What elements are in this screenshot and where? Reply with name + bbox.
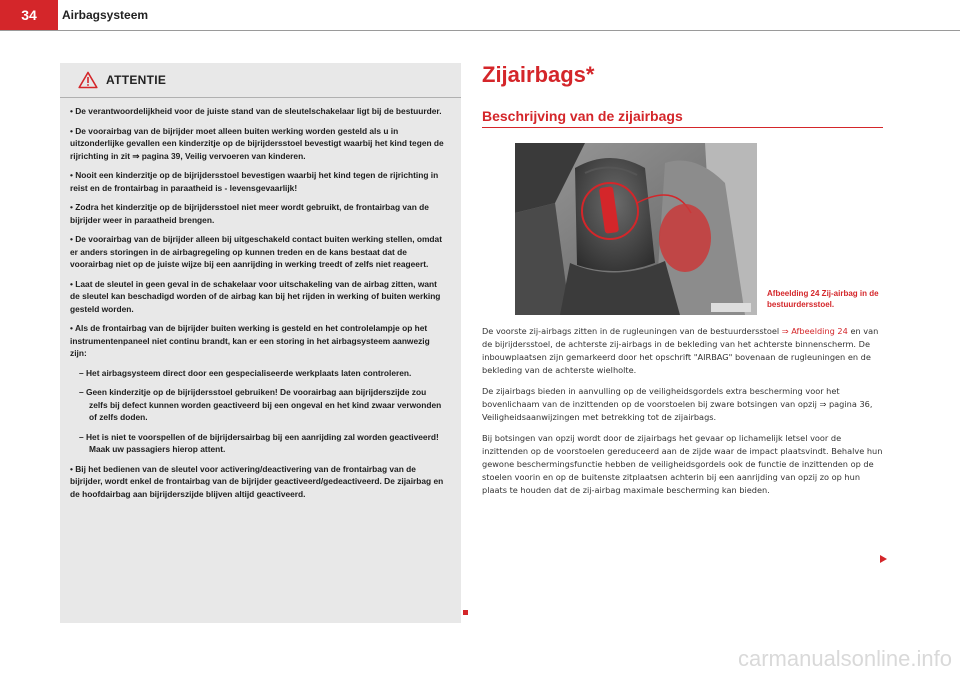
warning-text [60, 98, 461, 500]
warning-subitem: – Geen kinderzitje op de bijrijdersstoel gebruiken! De voorairbag aan bijrijderszijde zou zelfs bij defect kunnen worden geactiveerd bij een ongeval en het kind zwaar verwonden of zelfs doden. [79, 387, 442, 422]
warning-header [60, 63, 461, 98]
section-title: Zijairbags* [482, 62, 595, 87]
seat-illustration [515, 143, 757, 315]
body-text [482, 325, 884, 505]
body-text-part: De voorste zij-airbags zitten in de rugleuningen van de bestuurdersstoel [482, 326, 782, 336]
body-paragraph [482, 325, 884, 377]
warning-item: • Nooit een kinderzitje op de bijrijdersstoel bevestigen waarbij het kind tegen de rijrichting in reist en de frontairbag in paraatheid is - levensgevaarlijk! [70, 170, 439, 193]
warning-item: • Bij het bedienen van de sleutel voor activering/deactivering van de frontairbag van de bijrijder, wordt enkel de frontairbag van de bijrijder geactiveerd/gedeactiveerd. De zijairbag en de hoofdairbag aan bijrijderszijde blijven altijd geactiveerd. [70, 463, 444, 499]
warning-item: • Zodra het kinderzitje op de bijrijdersstoel niet meer wordt gebruikt, de frontairbag van de bijrijder weer in paraatheid brengen. [70, 202, 429, 225]
warning-item: • De verantwoordelijkheid voor de juiste stand van de sleutelschakelaar ligt bij de bestuurder. [70, 106, 442, 116]
warning-subitem: – Het airbagsysteem direct door een gespecialiseerde werkplaats laten controleren. [79, 367, 412, 378]
figure-seat-airbag-photo [515, 143, 757, 315]
warning-title: ATTENTIE [106, 73, 167, 87]
continue-arrow-icon [880, 555, 887, 563]
body-paragraph: Bij botsingen van opzij wordt door de zijairbags het gevaar op lichamelijk letsel voor de inzittenden op de voorstoelen gereduceerd aan de zijde waar de impact plaatsvindt. Behalve hun gewone beschermingsfunctie hebben de veiligheidsgordels ook de functie de inzittenden op de stoelen voorin en op de buitenste zitplaatsen achterin bij een aanrijding van opzij zo op hun plaats te houden dat de zij-airbag maximale bescherming kan bieden. [482, 433, 883, 495]
warning-item: • Als de frontairbag van de bijrijder buiten werking is gesteld en het controlelampje op het instrumentenpaneel niet continu brandt, kan er een storing in het airbagsysteem aanwezig zijn: [70, 323, 430, 358]
warning-subitem: – Het is niet te voorspellen of de bijrijdersairbag bij een aanrijding zal worden geactiveerd! Maak uw passagiers hierop attent. [79, 431, 439, 454]
watermark: carmanualsonline.info [737, 646, 952, 671]
section-subtitle: Beschrijving van de zijairbags [482, 108, 683, 124]
end-of-section-marker [463, 610, 468, 615]
subtitle-rule [482, 127, 883, 128]
warning-item: • Laat de sleutel in geen geval in de schakelaar voor uitschakeling van de airbag zitten, want de sleutel kan beschadigd worden of de airbag kan bij het rijden in werking of buiten werking gesteld worden. [70, 278, 441, 314]
header-divider [0, 30, 960, 31]
warning-item: • De voorairbag van de bijrijder alleen bij uitgeschakeld contact buiten werking stellen, omdat er anders storingen in de airbagregeling op kunnen treden en de kans bestaat dat de voorairbag niet op de juiste wijze bij een aanrijding in werking treedt of zelfs niet reageert. [70, 234, 442, 269]
figure-reference-link[interactable]: ⇒ Afbeelding 24 [781, 326, 848, 336]
page-number: 34 [0, 0, 58, 30]
warning-triangle-icon [78, 71, 98, 89]
body-text-part: en van de bijrijdersstoel, de achterste zij-airbags in de bekleding van het achterste binnenscherm. De inbouwplaatsen zijn gemarkeerd door het opschrift "AIRBAG" bovenaan de rugleuningen en de bekleding van de achterste wielholte. [482, 326, 879, 375]
warning-box [60, 63, 461, 623]
running-header: Airbagsysteem [62, 8, 149, 22]
body-paragraph: De zijairbags bieden in aanvulling op de veiligheidsgordels extra bescherming voor het bovenlichaam van de inzittenden op de voorstoelen bij zware botsingen van opzij ⇒ pagina 36, Veiligheidsaanwijzingen met betrekking tot de zijairbags. [482, 386, 873, 422]
figure-caption: Afbeelding 24 Zij-airbag in de bestuurdersstoel. [767, 289, 879, 309]
warning-item: • De voorairbag van de bijrijder moet alleen buiten werking worden gesteld als u in uitzonderlijke gevallen een kinderzitje op de bijrijdersstoel bevestigt waarbij het kind tegen de rijrichting in zit ⇒ pagina 39, Veilig vervoeren van kinderen. [70, 125, 444, 161]
